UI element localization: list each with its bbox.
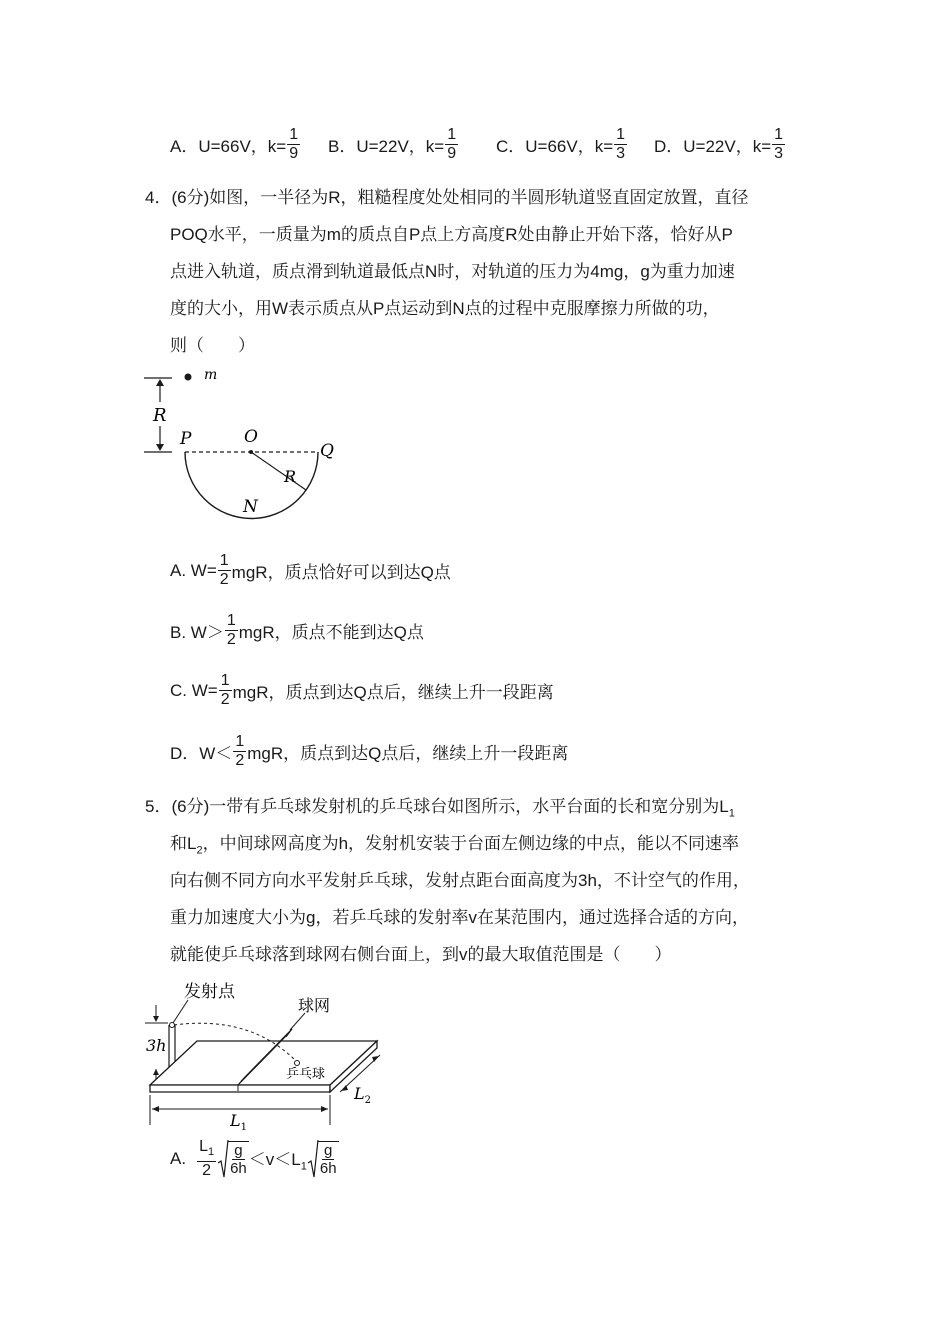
q5-net-label: 球网 bbox=[298, 996, 331, 1015]
q5-stem-line-5: 就能使乒乓球落到球网右侧台面上，到v的最大取值范围是（ ） bbox=[170, 945, 672, 964]
q5-option-a-sqrt-2: g 6h bbox=[307, 1139, 339, 1179]
q5-option-a: A. $\frac{L_1}{2}$ g 6h $<v<L_1$ g 6h bbox=[170, 1138, 337, 1180]
q5-stem-line-1: 5．(6分)一带有乒乓球发射机的乒乓球台如图所示，水平台面的长和宽分别为$L_1$ bbox=[145, 797, 735, 820]
q5-table-tennis-diagram bbox=[140, 975, 390, 1130]
q3-option-c-fraction: $\frac{1}{3}$ bbox=[616, 126, 626, 162]
q4-mass-label: m bbox=[204, 367, 218, 383]
q4-stem-line-5: 则（ ） bbox=[170, 336, 255, 355]
q4-option-a: A. W= $\frac{1}{2}$ mgR，质点恰好可以到达Q点 bbox=[170, 552, 451, 588]
q4-option-d: D．W＜ $\frac{1}{2}$ mgR，质点到达Q点后，继续上升一段距离 bbox=[170, 733, 569, 769]
q5-option-a-fraction: $\frac{L_1}{2}$ bbox=[199, 1138, 215, 1180]
q5-L2-label: $L_2$ bbox=[354, 1084, 371, 1106]
q4-option-d-fraction: $\frac{1}{2}$ bbox=[235, 733, 245, 769]
q5-stem-line-2: 和$L_2$，中间球网高度为h，发射机安装于台面左侧边缘的中点，能以不同速率 bbox=[170, 834, 740, 857]
q4-stem-line-1: 4．(6分)如图，一半径为R，粗糙程度处处相同的半圆形轨道竖直固定放置，直径 bbox=[145, 188, 749, 207]
q4-label-O: O bbox=[244, 427, 258, 447]
q3-option-d-fraction: $\frac{1}{3}$ bbox=[774, 126, 784, 162]
q3-option-c: C．U=66V，k= $\frac{1}{3}$ bbox=[496, 126, 626, 162]
q5-stem-line-4: 重力加速度大小为g，若乒乓球的发射率v在某范围内，通过选择合适的方向， bbox=[170, 908, 749, 927]
q4-label-P: P bbox=[180, 429, 192, 449]
q5-L1-label: $L_1$ bbox=[230, 1111, 247, 1130]
q4-option-c-fraction: $\frac{1}{2}$ bbox=[220, 672, 230, 708]
q3-option-b-fraction: $\frac{1}{9}$ bbox=[447, 126, 457, 162]
q4-mass-point bbox=[185, 374, 192, 381]
q4-height-label: R bbox=[153, 405, 167, 426]
q4-label-R-radius: R bbox=[284, 467, 297, 486]
q5-ball-label: 乒乓球 bbox=[286, 1067, 326, 1082]
q4-stem-line-2: POQ水平，一质量为m的质点自P点上方高度R处由静止开始下落，恰好从P bbox=[170, 225, 733, 244]
q4-option-c: C. W= $\frac{1}{2}$ mgR，质点到达Q点后，继续上升一段距离 bbox=[170, 672, 554, 708]
q3-option-a-fraction: $\frac{1}{9}$ bbox=[289, 126, 299, 162]
q5-stem-line-3: 向右侧不同方向水平发射乒乓球，发射点距台面高度为3h，不计空气的作用， bbox=[170, 871, 750, 890]
q3-option-a: A．U=66V，k= $\frac{1}{9}$ bbox=[170, 126, 299, 162]
q4-stem-line-4: 度的大小，用W表示质点从P点运动到N点的过程中克服摩擦力所做的功， bbox=[170, 299, 720, 318]
q4-radius-line bbox=[251, 452, 306, 490]
q5-ball bbox=[295, 1061, 300, 1066]
q4-semicircle-diagram bbox=[140, 360, 360, 525]
q3-option-d: D．U=22V，k= $\frac{1}{3}$ bbox=[654, 126, 784, 162]
q4-label-Q: Q bbox=[320, 441, 334, 461]
q3-option-b: B．U=22V，k= $\frac{1}{9}$ bbox=[328, 126, 457, 162]
q4-option-b-fraction: $\frac{1}{2}$ bbox=[226, 612, 236, 648]
q5-height-label: 3h bbox=[146, 1036, 167, 1055]
q5-launch-point-label: 发射点 bbox=[184, 982, 235, 1002]
q4-option-b: B. W＞ $\frac{1}{2}$ mgR，质点不能到达Q点 bbox=[170, 612, 424, 648]
q4-stem-line-3: 点进入轨道，质点滑到轨道最低点N时，对轨道的压力为4mg，g为重力加速 bbox=[170, 262, 735, 281]
q5-option-a-sqrt-1: g 6h bbox=[217, 1139, 249, 1179]
q4-option-a-fraction: $\frac{1}{2}$ bbox=[219, 552, 229, 588]
q4-label-N: N bbox=[243, 497, 258, 517]
